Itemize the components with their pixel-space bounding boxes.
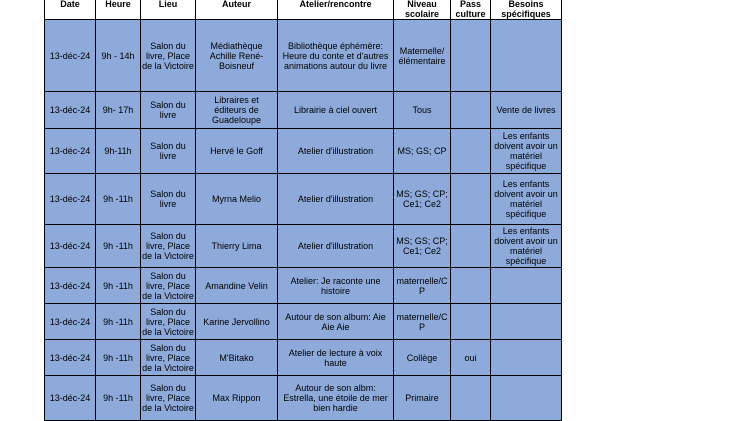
cell-auteur: Amandine Velin xyxy=(196,268,278,304)
cell-lieu: Salon du livre xyxy=(141,129,196,174)
cell-atelier: Atelier d'illustration xyxy=(278,225,394,268)
cell-besoins xyxy=(491,20,562,92)
cell-auteur: Libraires et éditeurs de Guadeloupe xyxy=(196,92,278,129)
cell-atelier: Bibliothèque éphémère: Heure du conte et d'autres animations autour du livre xyxy=(278,20,394,92)
header-date: Date xyxy=(45,0,96,20)
cell-lieu: Salon du livre, Place de la Victoire xyxy=(141,376,196,421)
cell-heure: 9h -11h xyxy=(96,225,141,268)
cell-niveau: MS; GS; CP; Ce1; Ce2 xyxy=(394,225,451,268)
cell-atelier: Autour de son album: Aie Aie Aie xyxy=(278,304,394,340)
cell-pass xyxy=(451,92,491,129)
cell-niveau: Tous xyxy=(394,92,451,129)
header-heure: Heure xyxy=(96,0,141,20)
table-row xyxy=(45,340,562,376)
cell-atelier: Librairie à ciel ouvert xyxy=(278,92,394,129)
header-besoins: Besoins spécifiques xyxy=(491,0,562,20)
cell-date: 13-déc-24 xyxy=(45,225,96,268)
header-auteur: Auteur xyxy=(196,0,278,20)
cell-heure: 9h -11h xyxy=(96,304,141,340)
cell-besoins: Vente de livres xyxy=(491,92,562,129)
cell-auteur: Myrna Melio xyxy=(196,174,278,225)
cell-lieu: Salon du livre, Place de la Victoire xyxy=(141,225,196,268)
cell-lieu: Salon du livre xyxy=(141,174,196,225)
cell-heure: 9h -11h xyxy=(96,174,141,225)
cell-niveau: MS; GS; CP xyxy=(394,129,451,174)
cell-date: 13-déc-24 xyxy=(45,92,96,129)
cell-auteur: Thierry Lima xyxy=(196,225,278,268)
cell-date: 13-déc-24 xyxy=(45,129,96,174)
cell-lieu: Salon du livre, Place de la Victoire xyxy=(141,304,196,340)
cell-date: 13-déc-24 xyxy=(45,340,96,376)
cell-pass: oui xyxy=(451,340,491,376)
cell-niveau: MS; GS; CP; Ce1; Ce2 xyxy=(394,174,451,225)
cell-besoins xyxy=(491,376,562,421)
cell-heure: 9h- 17h xyxy=(96,92,141,129)
cell-besoins: Les enfants doivent avoir un matériel spécifique xyxy=(491,174,562,225)
cell-heure: 9h -11h xyxy=(96,376,141,421)
cell-auteur: Max Rippon xyxy=(196,376,278,421)
table-row xyxy=(45,225,562,268)
cell-atelier: Atelier d'illustration xyxy=(278,174,394,225)
cell-atelier: Atelier: Je raconte une histoire xyxy=(278,268,394,304)
cell-pass xyxy=(451,174,491,225)
schedule-table xyxy=(44,0,562,421)
cell-pass xyxy=(451,20,491,92)
table-row xyxy=(45,174,562,225)
cell-atelier: Autour de son albm: Estrella, une étoile de mer bien hardie xyxy=(278,376,394,421)
cell-lieu: Salon du livre xyxy=(141,92,196,129)
cell-pass xyxy=(451,268,491,304)
header-pass: Pass culture xyxy=(451,0,491,20)
cell-besoins: Les enfants doivent avoir un matériel spécifique xyxy=(491,225,562,268)
cell-besoins xyxy=(491,268,562,304)
cell-date: 13-déc-24 xyxy=(45,20,96,92)
cell-date: 13-déc-24 xyxy=(45,174,96,225)
table-row xyxy=(45,268,562,304)
header-atelier: Atelier/rencontre xyxy=(278,0,394,20)
cell-heure: 9h -11h xyxy=(96,268,141,304)
cell-date: 13-déc-24 xyxy=(45,304,96,340)
cell-auteur: Médiathèque Achille René-Boisneuf xyxy=(196,20,278,92)
cell-auteur: Hervé le Goff xyxy=(196,129,278,174)
header-row xyxy=(45,0,562,20)
cell-atelier: Atelier d'illustration xyxy=(278,129,394,174)
header-niveau: Niveau scolaire xyxy=(394,0,451,20)
cell-heure: 9h-11h xyxy=(96,129,141,174)
cell-pass xyxy=(451,129,491,174)
cell-date: 13-déc-24 xyxy=(45,376,96,421)
cell-pass xyxy=(451,225,491,268)
cell-heure: 9h -11h xyxy=(96,340,141,376)
table-row xyxy=(45,304,562,340)
cell-besoins xyxy=(491,340,562,376)
table-row xyxy=(45,129,562,174)
cell-lieu: Salon du livre, Place de la Victoire xyxy=(141,268,196,304)
cell-lieu: Salon du livre, Place de la Victoire xyxy=(141,20,196,92)
cell-niveau: Maternelle/ élémentaire xyxy=(394,20,451,92)
table-row xyxy=(45,92,562,129)
cell-niveau: Primaire xyxy=(394,376,451,421)
cell-niveau: maternelle/C P xyxy=(394,304,451,340)
cell-pass xyxy=(451,376,491,421)
table-row xyxy=(45,376,562,421)
cell-besoins xyxy=(491,304,562,340)
cell-niveau: maternelle/C P xyxy=(394,268,451,304)
cell-niveau: Collège xyxy=(394,340,451,376)
cell-auteur: Karine Jervollino xyxy=(196,304,278,340)
cell-atelier: Atelier de lecture à voix haute xyxy=(278,340,394,376)
header-lieu: Lieu xyxy=(141,0,196,20)
table-row xyxy=(45,20,562,92)
cell-lieu: Salon du livre, Place de la Victoire xyxy=(141,340,196,376)
cell-date: 13-déc-24 xyxy=(45,268,96,304)
cell-pass xyxy=(451,304,491,340)
cell-besoins: Les enfants doivent avoir un matériel spécifique xyxy=(491,129,562,174)
cell-auteur: M'Bitako xyxy=(196,340,278,376)
cell-heure: 9h - 14h xyxy=(96,20,141,92)
